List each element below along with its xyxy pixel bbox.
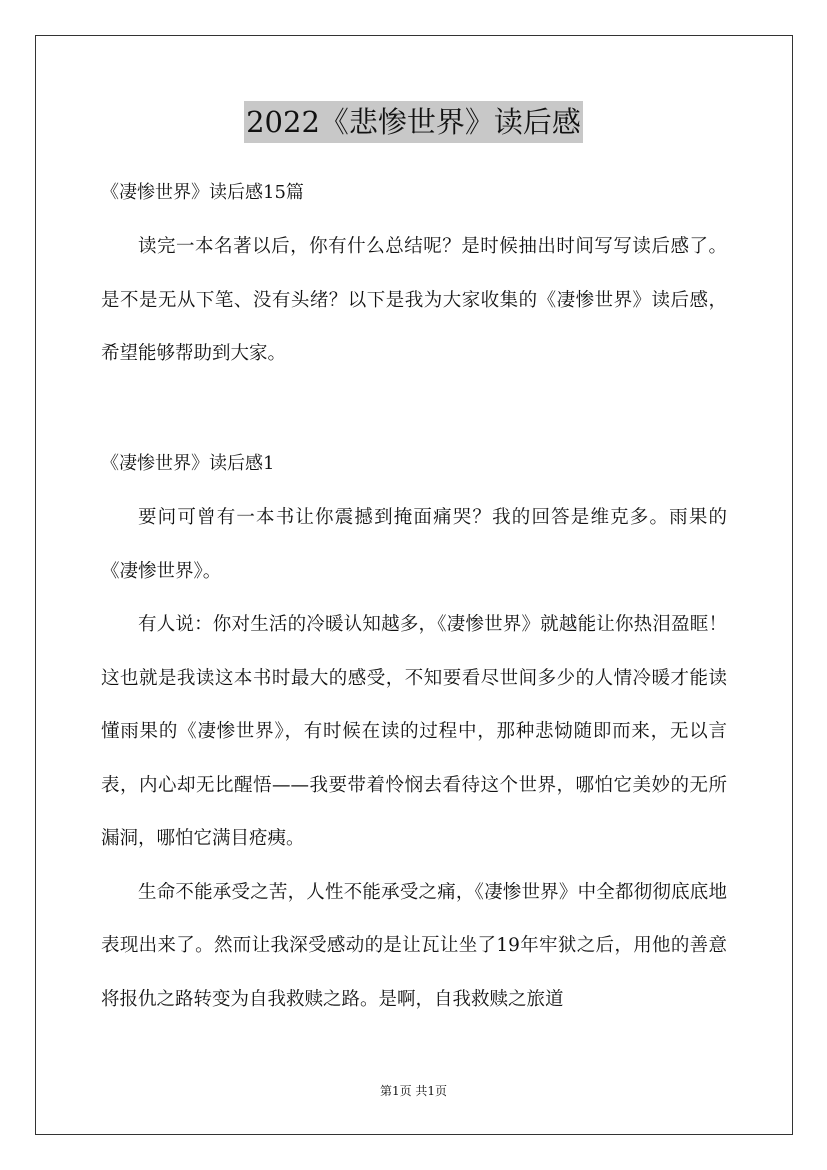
- page-footer: 第1页 共1页: [379, 1084, 448, 1098]
- section-heading: 《凄惨世界》读后感1: [101, 453, 275, 474]
- article-body: [101, 491, 727, 1026]
- document-subtitle: 《凄惨世界》读后感15篇: [101, 182, 304, 203]
- intro-block: [101, 220, 727, 381]
- body-paragraph-3: 生命不能承受之苦，人性不能承受之痛，《凄惨世界》中全都彻彻底底地表现出来了。然而让我深受感动的是让瓦让坐了19年牢狱之后，用他的善意将报仇之路转变为自我救赎之路。是啊，自我救赎之旅道: [101, 881, 727, 1010]
- body-paragraph-1: 要问可曾有一本书让你震撼到掩面痛哭？我的回答是维克多。雨果的《凄惨世界》。: [101, 507, 727, 582]
- title-container: [0, 101, 827, 143]
- intro-paragraph: 读完一本名著以后，你有什么总结呢？是时候抽出时间写写读后感了。是不是无从下笔、没有头绪？以下是我为大家收集的《凄惨世界》读后感，希望能够帮助到大家。: [101, 236, 727, 364]
- body-paragraph-2: 有人说：你对生活的冷暖认知越多，《凄惨世界》就越能让你热泪盈眶！这也就是我读这本书时最大的感受，不知要看尽世间多少的人情冷暖才能读懂雨果的《凄惨世界》，有时候在读的过程中，那种悲恸随即而来，无以言表，内心却无比醒悟——我要带着怜悯去看待这个世界，哪怕它美妙的无所漏洞，哪怕它满目疮痍。: [101, 614, 727, 849]
- document-title: 2022《悲惨世界》读后感: [244, 101, 583, 143]
